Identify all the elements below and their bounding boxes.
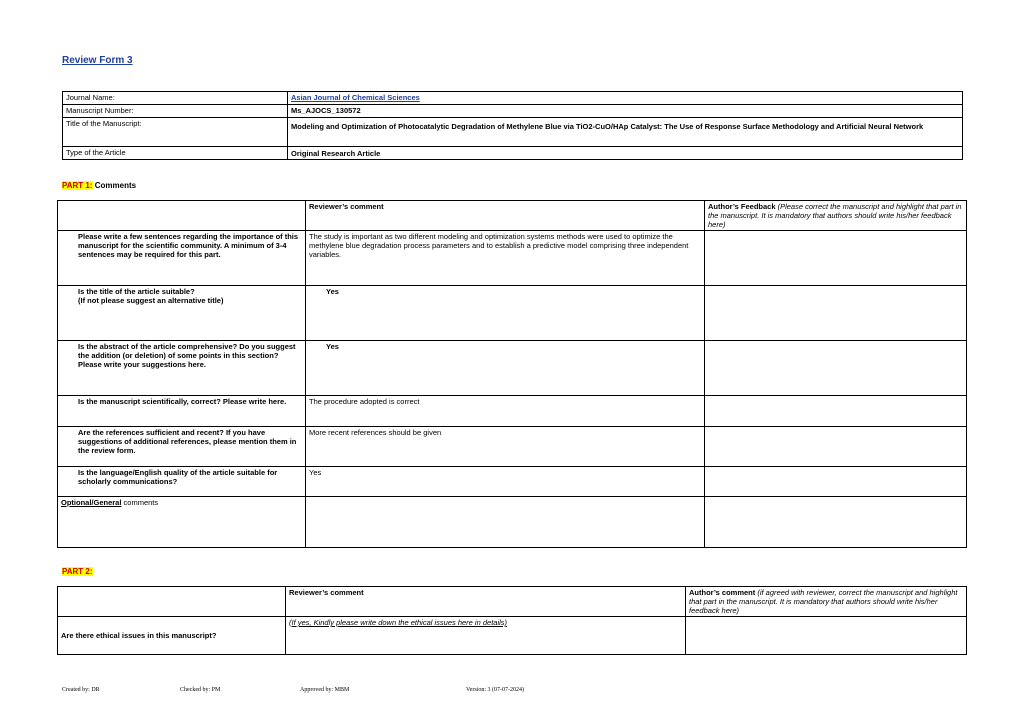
form-title: Review Form 3	[62, 55, 133, 66]
footer-version: Version: 3 (07-07-2024)	[466, 687, 524, 693]
info-row-title	[63, 118, 963, 147]
question-scientific: Is the manuscript scientifically, correct? Please write here.	[58, 396, 306, 427]
manuscript-number-label: Manuscript Number:	[63, 105, 288, 118]
part1-header-author-note: (Please correct the manuscript and highlight that part in the manuscript. It is mandatory that authors should write his/her feedback here)	[708, 202, 962, 229]
optional-general-suffix: comments	[121, 498, 159, 507]
manuscript-number-value: Ms_AJOCS_130572	[288, 105, 963, 118]
author-feedback-title[interactable]	[705, 286, 967, 341]
journal-name-link[interactable]: Asian Journal of Chemical Sciences	[291, 93, 420, 102]
manuscript-info-table	[62, 91, 963, 160]
comment-references[interactable]: More recent references should be given	[306, 427, 705, 467]
comment-optional[interactable]	[306, 497, 705, 548]
comment-ethics[interactable]	[286, 617, 686, 655]
author-feedback-language[interactable]	[705, 467, 967, 497]
part1-heading	[62, 181, 136, 190]
journal-name-label: Journal Name:	[63, 92, 288, 105]
part1-table	[57, 200, 967, 548]
author-feedback-abstract[interactable]	[705, 341, 967, 396]
info-row-type	[63, 147, 963, 160]
article-type-label: Type of the Article	[63, 147, 288, 160]
comment-title[interactable]: Yes	[306, 286, 705, 341]
footer-checked: Checked by: PM	[180, 687, 221, 693]
part2-header-empty	[58, 587, 286, 617]
author-comment-ethics[interactable]	[686, 617, 967, 655]
part1-label: PART 1:	[62, 181, 93, 190]
footer-created: Created by: DR	[62, 687, 100, 693]
comment-language[interactable]: Yes	[306, 467, 705, 497]
question-ethics: Are there ethical issues in this manuscript?	[58, 617, 286, 655]
comment-abstract[interactable]: Yes	[306, 341, 705, 396]
part2-header-author-bold: Author’s comment	[689, 588, 756, 597]
part1-header-reviewer: Reviewer’s comment	[306, 201, 705, 231]
ethics-instruction: (If yes, Kindly please write down the ethical issues here in details)	[289, 618, 508, 627]
author-feedback-optional[interactable]	[705, 497, 967, 548]
question-references: Are the references sufficient and recent? If you have suggestions of additional references, please mention them in the review form.	[58, 427, 306, 467]
question-title: Is the title of the article suitable? (If not please suggest an alternative title)	[58, 286, 306, 341]
journal-name-value	[288, 92, 963, 105]
part1-header-author-bold: Author’s Feedback	[708, 202, 776, 211]
part2-row-ethics	[58, 617, 967, 655]
optional-general-bold: Optional/General	[61, 498, 122, 507]
part1-row-importance	[58, 231, 967, 286]
part2-header-author-note: (if agreed with reviewer, correct the manuscript and highlight that part in the manuscript. It is mandatory that authors should write his/her feedback here)	[689, 588, 958, 615]
part1-row-language	[58, 467, 967, 497]
part2-label: PART 2:	[62, 567, 93, 576]
part1-row-optional	[58, 497, 967, 548]
part1-header-empty	[58, 201, 306, 231]
part1-row-references	[58, 427, 967, 467]
part2-heading	[62, 567, 93, 576]
author-feedback-importance[interactable]	[705, 231, 967, 286]
part1-row-scientific	[58, 396, 967, 427]
part2-table	[57, 586, 967, 655]
manuscript-title-value: Modeling and Optimization of Photocatalytic Degradation of Methylene Blue via TiO2-CuO/HAp Catalyst: The Use of Response Surface Methodology and Artificial Neural Network	[288, 118, 963, 147]
footer-approved: Approved by: MBM	[300, 687, 350, 693]
info-row-number	[63, 105, 963, 118]
info-row-journal	[63, 92, 963, 105]
part1-header-row	[58, 201, 967, 231]
article-type-value: Original Research Article	[288, 147, 963, 160]
part1-header-author	[705, 201, 967, 231]
comment-scientific[interactable]: The procedure adopted is correct	[306, 396, 705, 427]
part1-row-abstract	[58, 341, 967, 396]
comment-importance[interactable]: The study is important as two different modeling and optimization systems methods were used to optimize the methylene blue degradation process parameters and to establish a predictive model comprising three independent variables.	[306, 231, 705, 286]
part2-header-reviewer: Reviewer’s comment	[286, 587, 686, 617]
author-feedback-scientific[interactable]	[705, 396, 967, 427]
author-feedback-references[interactable]	[705, 427, 967, 467]
part2-header-author	[686, 587, 967, 617]
part2-header-row	[58, 587, 967, 617]
part1-row-title	[58, 286, 967, 341]
optional-general-label	[58, 497, 306, 548]
question-language: Is the language/English quality of the article suitable for scholarly communications?	[58, 467, 306, 497]
question-abstract: Is the abstract of the article comprehensive? Do you suggest the addition (or deletion) of some points in this section? Please write your suggestions here.	[58, 341, 306, 396]
question-importance: Please write a few sentences regarding the importance of this manuscript for the scientific community. A minimum of 3-4 sentences may be required for this part.	[58, 231, 306, 286]
part1-suffix: Comments	[92, 181, 137, 190]
manuscript-title-label: Title of the Manuscript:	[63, 118, 288, 147]
